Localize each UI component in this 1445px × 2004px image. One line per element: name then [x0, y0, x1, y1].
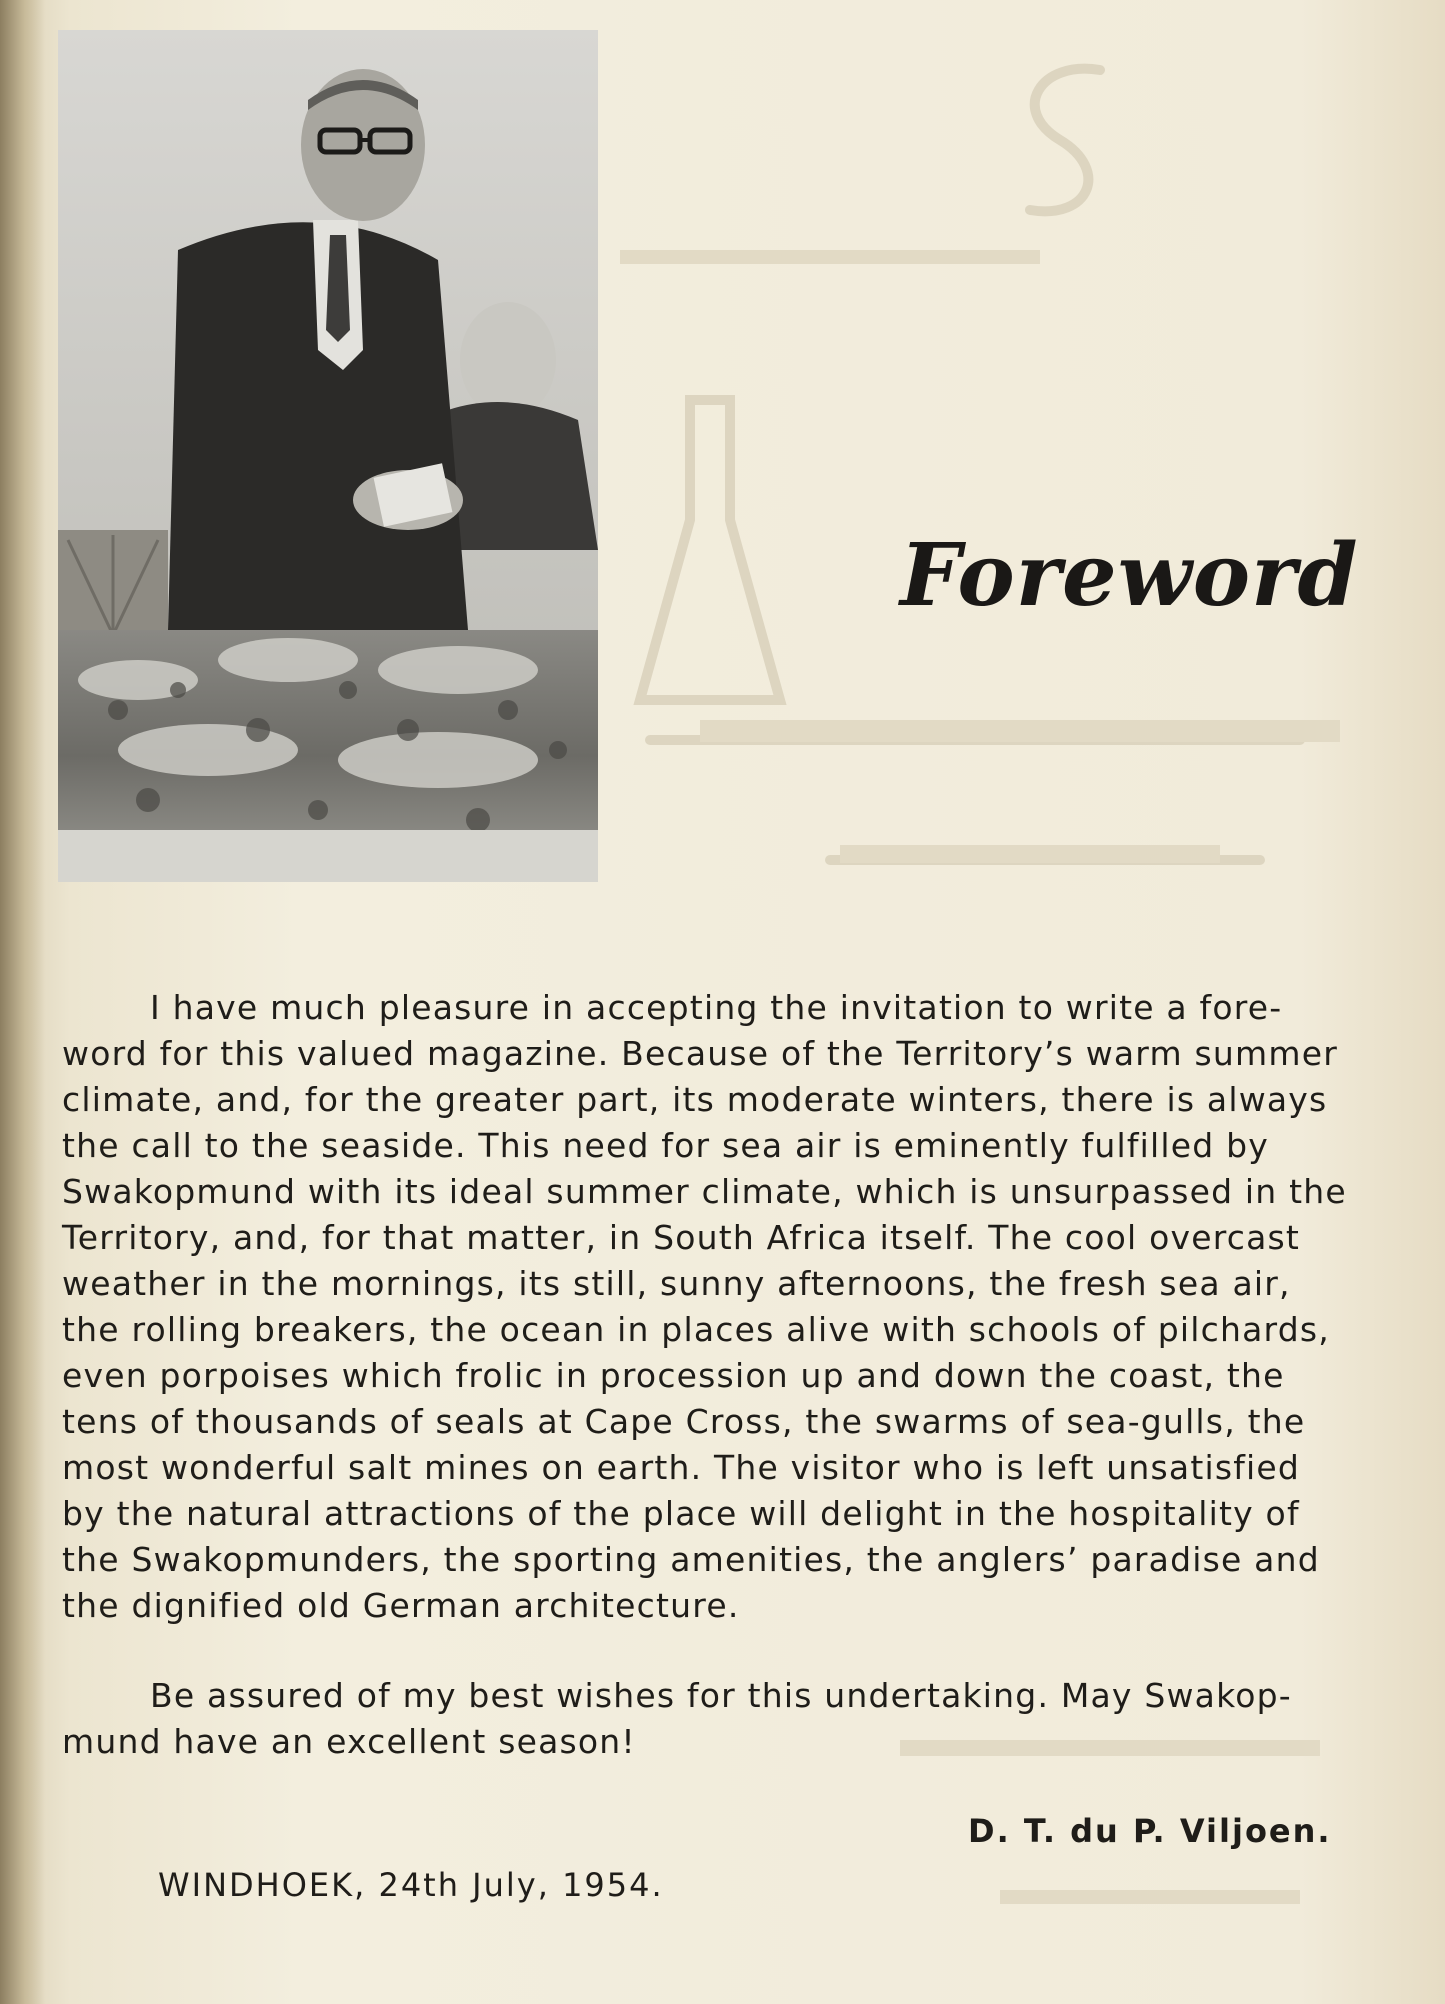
foreword-body — [62, 985, 1362, 1765]
paragraph-line: the dignified old German architecture. — [62, 1586, 740, 1625]
paragraph-line: climate, and, for the greater part, its moderate winters, there is always — [62, 1080, 1328, 1119]
paragraph-line: Be assured of my best wishes for this undertaking. May Swakop- — [150, 1676, 1292, 1715]
author-signature: D. T. du P. Viljoen. — [968, 1812, 1332, 1850]
paragraph-line: the call to the seaside. This need for sea air is eminently fulfilled by — [62, 1126, 1269, 1165]
paragraph-line: even porpoises which frolic in procession up and down the coast, the — [62, 1356, 1285, 1395]
place-and-date: WINDHOEK, 24th July, 1954. — [158, 1866, 664, 1904]
paragraph-line: by the natural attractions of the place will delight in the hospitality of — [62, 1494, 1300, 1533]
portrait-photo — [58, 30, 598, 882]
paragraph-line: most wonderful salt mines on earth. The visitor who is left unsatisfied — [62, 1448, 1301, 1487]
paragraph-line: mund have an excellent season! — [62, 1722, 636, 1761]
paragraph-line: word for this valued magazine. Because of the Territory’s warm summer — [62, 1034, 1339, 1073]
paragraph-line: the Swakopmunders, the sporting amenities, the anglers’ paradise and — [62, 1540, 1320, 1579]
paragraph-line: I have much pleasure in accepting the invitation to write a fore- — [150, 988, 1283, 1027]
foreword-heading: Foreword — [900, 525, 1359, 626]
paragraph-line: tens of thousands of seals at Cape Cross, the swarms of sea-gulls, the — [62, 1402, 1306, 1441]
paragraph-line: Swakopmund with its ideal summer climate, which is unsurpassed in the — [62, 1172, 1347, 1211]
paragraph-line: the rolling breakers, the ocean in places alive with schools of pilchards, — [62, 1310, 1330, 1349]
paragraph-spacer — [62, 1629, 1362, 1673]
paragraph-line: Territory, and, for that matter, in South Africa itself. The cool overcast — [62, 1218, 1301, 1257]
paragraph-line: weather in the mornings, its still, sunny afternoons, the fresh sea air, — [62, 1264, 1291, 1303]
